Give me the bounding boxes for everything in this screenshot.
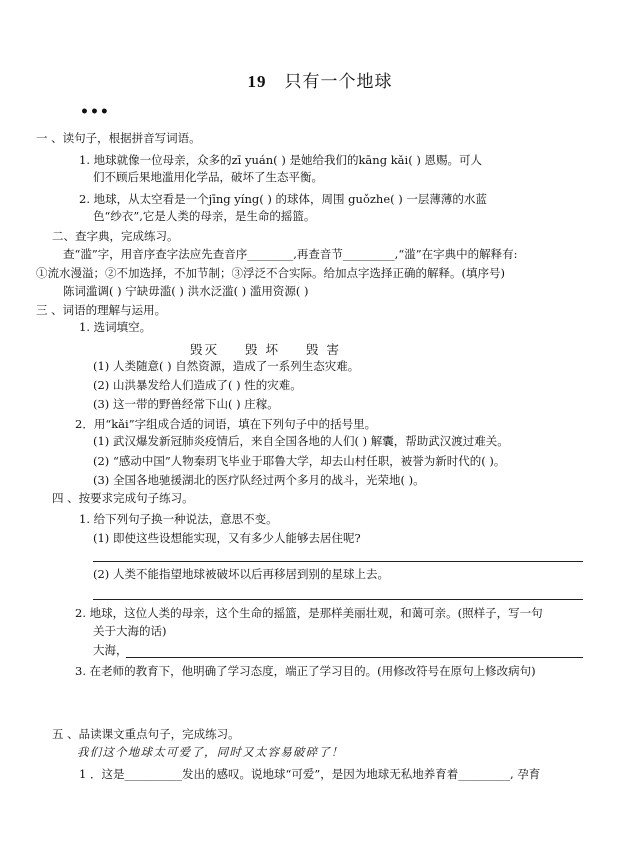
s4-sub2-line2: 关于大海的话) [93, 624, 167, 638]
s4-sub1: 1. 给下列句子换一种说法，意思不变。 [79, 512, 278, 526]
word-choices [190, 340, 363, 358]
s3-c1: (1) 人类随意( ) 自然资源，造成了一系列生态灾难。 [93, 359, 360, 373]
s4-sub2-line1: 2. 地球，这位人类的母亲，这个生命的摇篮，是那样美丽壮观，和蔼可亲。(照样子，写一句 [75, 606, 543, 620]
section-4-heading: 四 、按要求完成句子练习。 [52, 491, 194, 505]
s3-sub2: 2．用“kǎi”字组成合适的词语，填在下列句子中的括号里。 [75, 417, 377, 431]
s1-q1-line1: 1. 地球就像一位母亲，众多的zī yuán( ) 是她给我们的kāng kǎi( ) 恩赐。可人 [79, 153, 483, 167]
s1-q1-line2: 们不顾后果地滥用化学品，破坏了生态平衡。 [93, 170, 323, 184]
section-2-heading: 二、查字典，完成练习。 [52, 229, 179, 243]
s1-q2-line2: 色“纱衣”,它是人类的母亲，是生命的摇篮。 [93, 209, 316, 223]
s3-c2: (2) 山洪暴发给人们造成了( ) 性的灾难。 [93, 378, 302, 392]
s4-s1: (1) 即使这些设想能实现，又有多少人能够去居住呢? [93, 531, 361, 545]
s4-s2: (2) 人类不能指望地球被破坏以后再移居到别的星球上去。 [93, 567, 389, 581]
answer-line[interactable] [93, 599, 583, 600]
choice-word: 毁 害 [305, 342, 341, 357]
s3-d2: (2) “感动中国”人物秦玥飞毕业于耶鲁大学，却去山村任职，被誉为新时代的( )。 [93, 454, 506, 468]
decor-dots: ••• [80, 104, 110, 120]
answer-line[interactable] [126, 657, 583, 658]
key-sentence: 我们这个地球太可爱了，同时又太容易破碎了！ [77, 745, 344, 759]
choice-word: 毁 坏 [245, 342, 280, 357]
lesson-name: 只有一个地球 [284, 72, 393, 92]
s2-line2: ①流水漫溢；②不加选择，不加节制；③浮泛不合实际。给加点字选择正确的解释。(填序号) [36, 266, 505, 280]
s2-line1: 查“滥”字，用音序查字法应先查音序________,再查音节_________,“滥”在字典中的解释有: [63, 247, 518, 261]
section-5-heading: 五 、品读课文重点句子，完成练习。 [52, 727, 240, 741]
s3-sub1: 1. 选词填空。 [79, 320, 152, 334]
s4-sub3: 3. 在老师的教育下，他明确了学习态度，端正了学习目的。(用修改符号在原句上修改病句) [75, 664, 536, 678]
s3-c3: (3) 这一带的野兽经常下山( ) 庄稼。 [93, 397, 279, 411]
s4-sea-prompt: 大海， [93, 643, 128, 657]
lesson-title [0, 67, 640, 92]
choice-word: 毁灭 [190, 342, 220, 357]
section-1-heading: 一 、读句子，根据拼音写词语。 [36, 131, 201, 145]
answer-line[interactable] [93, 561, 583, 562]
lesson-number: 19 [247, 72, 267, 91]
section-3-heading: 三 、词语的理解与运用。 [36, 303, 167, 317]
s3-d3: (3) 全国各地驰援湖北的医疗队经过两个多月的战斗，光荣地( )。 [93, 473, 425, 487]
s2-line3: 陈词滥调( ) 宁缺毋滥( ) 洪水泛滥( ) 滥用资源( ) [63, 284, 309, 298]
s3-d1: (1) 武汉爆发新冠肺炎疫情后，来自全国各地的人们( ) 解囊，帮助武汉渡过难关。 [93, 434, 509, 448]
s5-q1: 1 ．这是__________发出的感叹。说地球“可爱”，是因为地球无私地养育着_________, 孕育 [79, 767, 541, 781]
s1-q2-line1: 2. 地球，从太空看是一个jīng yíng( ) 的球体，周围 guǒzhe( ) 一层薄薄的水蓝 [79, 192, 487, 206]
